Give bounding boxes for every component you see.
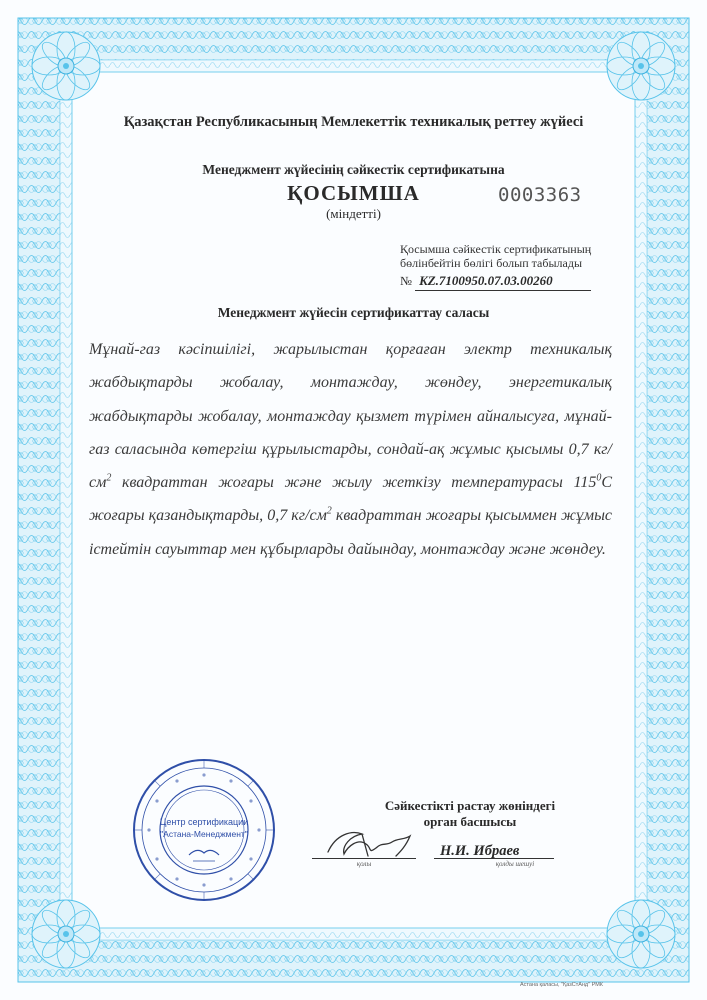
annex-title: ҚОСЫМША [287,181,420,205]
scope-part-2: квадраттан жоғары және жылу жеткізу температурасы 115 [111,474,597,492]
certificate-note [400,242,591,270]
signature-title-line-2: орган басшысы [423,814,517,829]
handwritten-signature [322,826,426,862]
stamp-center-line-2: "Астана-Менеджмент" [160,829,248,839]
certificate-number: KZ.7100950.07.03.00260 [415,273,591,291]
corner-rosette-top-right [607,32,675,100]
name-caption: қолды шешуі [495,860,535,868]
corner-rosette-top-left [32,32,100,100]
printer-note: Астана қаласы, "ҚазСтАнд" РМК [520,982,604,988]
corner-rosette-bottom-left [32,900,100,968]
scope-part-1: Мұнай-газ кәсіпшілігі, жарылыстан қорғаған электр техникалық жабдықтарды жобалау, монтаждау, жөндеу, энергетикалық жабдықтарды жобалау, монтаждау қызмет түрімен айналысуға, мұнай-газ саласында көтергіш құрылыстарды, сондай-ақ жұмыс қысымы 0,7 кг/см [89,341,612,492]
annex-qualifier: (міндетті) [326,206,381,221]
superscript-3: 2 [326,506,332,518]
signer-name: Н.И. Ибраев [440,843,520,859]
corner-rosette-bottom-right [607,900,675,968]
signature-line [312,858,416,859]
official-stamp [131,757,277,903]
signature-caption: қолы [356,860,372,868]
serial-number: 0003363 [498,184,582,206]
number-prefix: № [400,274,412,288]
note-line-2: бөлінбейтін бөлігі болып табылады [400,256,583,270]
certificate-number-row [400,273,591,291]
scope-text [89,333,612,566]
scope-part-4: квадраттан жоғары қысыммен жұмыс істейтін сауыттар мен құбырларды дайындау, монтаждау және жөндеу. [89,507,612,558]
note-line-1: Қосымша сәйкестік сертификатының [400,242,592,256]
stamp-center-line-1: Центр сертификации [159,817,249,827]
certificate-type: Менеджмент жүйесінің сәйкестік сертификатына [202,162,505,177]
signature-title-line-1: Сәйкестікті растау жөніндегі [384,798,556,813]
scope-part-3: С жоғары қазандықтарды, 0,7 кг/см [89,474,612,525]
superscript-2: 0 [596,472,602,484]
scope-title: Менеджмент жүйесін сертификаттау саласы [217,305,490,320]
system-title: Қазақстан Республикасының Мемлекеттік техникалық реттеу жүйесі [123,114,584,130]
superscript-1: 2 [106,472,112,484]
